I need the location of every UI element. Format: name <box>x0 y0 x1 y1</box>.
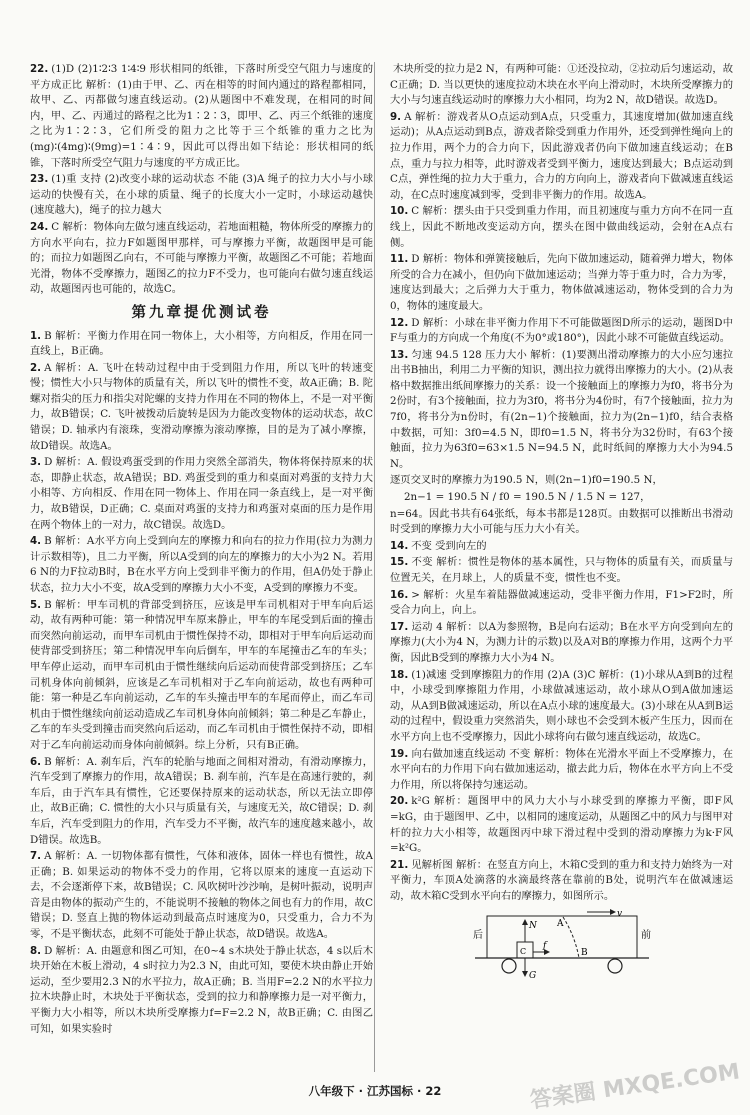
item-number: 18. <box>390 668 409 681</box>
item-number: 8. <box>30 944 42 957</box>
answer-item <box>30 361 373 455</box>
answer-item <box>30 849 373 943</box>
answer-item <box>390 252 733 314</box>
answer-item <box>390 473 733 489</box>
item-text: n=64。因此书共有64张纸，每本书都是128页。由数据可以推断出书滑动时受到的摩擦力大小可能与压力大小有关。 <box>390 507 733 536</box>
label-normal: N <box>528 921 537 932</box>
label-velocity: v <box>616 909 622 920</box>
item-text: 向右做加速直线运动 不变 解析：物体在光滑水平面上不受摩擦力，在水平向右的力作用下向右做加速运动，撤去此力后，物体在水平方向上不受力作用，所以将保持匀速运动。 <box>390 747 733 791</box>
right-column <box>390 62 733 986</box>
item-text: C 解析：摆头由于只受到重力作用，而且初速度与重力方向不在同一直线上，因此不断地改变运动方向，摆头在图中做曲线运动，会射在A点右侧。 <box>390 205 733 249</box>
item-text: B 解析：A水平方向上受到向左的摩擦力和向右的拉力作用(拉力为测力计示数相等)，且二力平衡，所以A受到的向左的摩擦力的大小为2 N。若用6 N的力F拉动B时，B在水平方向上受到非平衡力的作用，但A仍处于静止状态，拉力大小不变，故A受到的摩擦力大小不变，A受到的摩擦力不变。 <box>30 535 373 594</box>
item-text: 逐页交叉时的摩擦力为190.5 N，则(2n−1)f0=190.5 N， <box>390 474 663 487</box>
answer-item <box>30 62 373 171</box>
equation-text: 2n−1 = 190.5 N / f0 = 190.5 N / 1.5 N = 127， <box>404 491 651 504</box>
answer-item <box>30 598 373 754</box>
item-number: 22. <box>30 63 49 75</box>
item-text: C 解析：物体向左做匀速直线运动，若地面粗糙，物体所受的摩擦力的方向水平向右，拉力F如题图甲那样，可与摩擦力平衡，故题图甲是可能的；而拉力如题图乙向右，不可能与摩擦力平衡，故题图乙不可能；若地面光滑，物体不受摩擦力，题图乙的拉力F不受力，也可能向右做匀速直线运动，故题图丙也可能的，故选C。 <box>30 220 373 296</box>
equation <box>390 490 733 506</box>
item-text: 匀速 94.5 128 压力大小 解析：(1)要测出滑动摩擦力的大小应匀速拉出书B抽出，利用二力平衡的知识，测出拉力就得出摩擦力的大小。(2)从表格中数据推出纸间摩擦力的关系：设一个接触面上的摩擦力为f0，将书分为2份时，有3个接触面，拉力为3f0，将书分为4份时，有7个接触面，拉力为7f0，将书分为n份时，有(2n−1)个接触面，拉力为(2n−1)f0，结合表格中数据，可知：3f0=4.5 N，即f0=1.5 N，将书分为32份时，有63个接触面，拉力为63f0=63×1.5 N=94.5 N，此时纸间的摩擦力大小为94.5 N。 <box>390 348 733 470</box>
answer-item <box>390 858 733 905</box>
item-text: D 解析：A. 由题意和图乙可知，在0~4 s木块处于静止状态，4 s以后木块开始在木板上滑动，4 s时拉力为2.3 N，由此可知，要使木块由静止开始运动，至少要用2.3 N的水平拉力，故A正确；B. 当用F=2.2 N的水平拉力拉木块静止时，木块处于平衡状态，受到的拉力和静摩擦力是一对平衡力，平衡力大小相等，所以木块所受摩擦力f=F=2.2 N，故B正确；C. 由图乙可知，如果实验时 <box>30 944 373 1035</box>
truck-force-diagram <box>390 908 733 986</box>
item-text: 见解析图 解析：在竖直方向上，木箱C受到的重力和支持力始终为一对平衡力，车顶A处滴落的水滴最终落在靠前的B处，说明汽车在做减速运动，故木箱C受到水平向右的摩擦力，如图所示。 <box>390 858 733 902</box>
label-rear: 后 <box>472 930 483 942</box>
item-number: 17. <box>390 620 409 633</box>
item-number: 20. <box>390 795 409 808</box>
answer-item <box>390 588 733 619</box>
answer-item <box>390 794 733 856</box>
item-number: 21. <box>390 858 409 871</box>
item-number: 1. <box>30 329 42 342</box>
item-number: 12. <box>390 316 409 329</box>
answer-item <box>390 555 733 586</box>
answer-item <box>30 455 373 533</box>
label-point-c: C <box>519 947 526 957</box>
answer-item <box>390 620 733 667</box>
item-text: D 解析：A. 假设鸡蛋受到的作用力突然全部消失，物体将保持原来的状态，即静止状态，故A错误；BD. 鸡蛋受到的重力和桌面对鸡蛋的支持力大小相等、方向相反、作用在同一物体上、作用在同一条直线上，是一对平衡力，故B错误，D正确；C. 桌面对鸡蛋的支持力和鸡蛋对桌面的压力是作用在两个物体上的一对力，故C错误。故选D。 <box>30 456 373 531</box>
item-text: A 解析：A. 飞叶在转动过程中由于受到阻力作用，所以飞叶的转速变慢；惯性大小只与物体的质量有关，所以飞叶的惯性不变，故A正确；B. 陀螺对指尖的压力和指尖对陀螺的支持力作用在不同的物体上，不是一对平衡力，故B错误；C. 飞叶被拨动后旋转是因为力能改变物体的运动状态，故C错误；D. 轴承内有滚珠，变滑动摩擦为滚动摩擦，目的是为了减小摩擦，故D错误。故选A。 <box>30 361 373 452</box>
item-text: B 解析：平衡力作用在同一物体上，大小相等，方向相反，作用在同一直线上，B正确。 <box>30 329 373 358</box>
answer-item <box>30 755 373 849</box>
item-number: 23. <box>30 173 49 186</box>
item-text: A 解析：A. 一切物体都有惯性，气体和液体，固体一样也有惯性，故A正确；B. 如果运动的物体不受力的作用，它将以原来的速度一直运动下去，不会逐渐停下来，故B错误；C. 风吹树叶沙沙响，是树叶振动，说明声音是由物体的振动产生的，不能说明不接触的物体之间也有力的作用，故C错误；D. 竖直上抛的物体运动到最高点时速度为0，只受重力，合力不为零，不是平衡状态，此刻不可能处于静止状态，故D错误。故选A。 <box>30 850 373 941</box>
front-wheel <box>608 959 622 973</box>
item-number: 24. <box>30 220 49 233</box>
left-column <box>30 62 373 1038</box>
item-number: 16. <box>390 588 409 601</box>
item-number: 6. <box>30 755 42 768</box>
item-text: D 解析：物体和弹簧接触后，先向下做加速运动，随着弹力增大，物体所受的合力在减小，但仍向下做加速运动；当弹力等于重力时，合力为零，速度达到最大；之后弹力大于重力，物体做减速运动，物体受到的合力为0，物体的速度最大。 <box>390 253 733 312</box>
item-number: 7. <box>30 850 42 863</box>
force-diagram-svg <box>467 908 657 980</box>
item-text: A 解析：游戏者从O点运动到A点，只受重力，其速度增加(做加速直线运动)；从A点运动到B点，游戏者除受到重力作用外，还受到弹性绳向上的拉力作用，两个力的合力向下，因此游戏者仍向下做加速直线运动；在B点，重力与拉力相等，此时游戏者受到平衡力，速度达到最大；B点运动到C点，弹性绳的拉力大于重力，合力的方向向上，游戏者向下做减速直线运动，在C点时速度减到零，受到非平衡力的作用。故选A。 <box>390 110 733 201</box>
item-number: 4. <box>30 535 42 548</box>
item-text: (1)减速 受到摩擦阻力的作用 (2)A (3)C 解析：(1)小球从A到B的过程中，小球受到摩擦阻力作用，小球做减速运动，故小球从O到A做加速运动，从A到B做减速运动，所以在A点小球的速度最大。(3)小球在从A到B运动的过程中，假设重力突然消失，则小球也不会受到木板产生压力，因而在水平方向上也不受摩擦力，因此小球将向右做匀速直线运动，故选C。 <box>390 668 733 743</box>
answer-item <box>390 668 733 746</box>
item-text: B 解析：A. 刹车后，汽车的轮胎与地面之间相对滑动，有滑动摩擦力，汽车受到了摩擦力的作用，故A错误；B. 刹车前，汽车是在高速行驶的，刹车后，由于汽车具有惯性，它还要保持原来的运动状态，所以无法立即停止，故B正确；C. 惯性的大小只与质量有关，与速度无关，故C错误；D. 刹车后，汽车受到阻力的作用，汽车受力不平衡，故汽车的速度越来越小，故D错误。故选B。 <box>30 755 373 846</box>
chapter-title: 第九章提优测试卷 <box>131 304 272 321</box>
item-text: (1)D (2)1∶2∶3 1∶4∶9 形状相同的纸锥，下落时所受空气阻力与速度的平方成正比 解析：(1)由于甲、乙、丙在相等的时间内通过的路程都相同，故甲、乙、丙都做匀速直线运动。(2)从题图中不难发现，在相同的时间内，甲、乙、丙通过的路程之比为1∶2∶3，即甲、乙、丙三个纸锥的速度之比为1∶2∶3，它们所受的阻力之比等于三个纸锥的重力之比为(mg)∶(4mg)∶(9mg)=1∶4∶9，因此可以得出如下结论：形状相同的纸锥，下落时所受空气阻力与速度的平方成正比。 <box>30 63 373 169</box>
answer-item <box>390 747 733 794</box>
item-number: 9. <box>390 110 402 123</box>
answer-item <box>390 507 733 538</box>
rear-wheel <box>502 959 516 973</box>
page-footer: 八年级下 · 江苏国标 · 22 <box>308 1084 442 1098</box>
column-divider <box>374 62 375 1072</box>
answer-item <box>30 944 373 1038</box>
item-number: 14. <box>390 539 409 552</box>
item-number: 11. <box>390 253 409 266</box>
item-text: B 解析：甲车司机的背部受到挤压，应该是甲车司机相对于甲车向后运动，故有两种可能：第一种情况甲车原来静止，甲车的车尾受到后面的撞击而突然向前运动，而甲车司机由于惯性保持不动，即相对于甲车向后运动而使背部受到挤压；第二种情况甲车向后倒车，甲车的车尾撞击乙车的车头；甲车停止运动，而甲车司机由于惯性继续向后运动而使背部受到挤压；乙车司机身体向前倾斜，应该是乙车司机相对于乙车向前运动，故也有两种可能：第一种是乙车向前运动，乙车的车头撞击甲车的车尾而停止，而乙车司机由于惯性继续向前运动造成乙车司机身体向前倾斜；第二种是乙车静止，乙车的车头受到撞击而突然向后运动，而乙车司机由于惯性保持不动，即相对于乙车向前运动而身体向前倾斜。综上分析，只有B正确。 <box>30 598 373 751</box>
item-text: (1)重 支持 (2)改变小球的运动状态 不能 (3)A 绳子的拉力大小与小球运动的快慢有关，在小球的质量、绳子的长度大小一定时，小球运动越快(速度越大)，绳子的拉力越大 <box>30 173 373 217</box>
answer-item <box>390 539 733 555</box>
answer-item <box>30 220 373 298</box>
label-friction: f <box>542 941 546 952</box>
item-text: 木块所受的拉力是2 N，有两种可能：①还没拉动，②拉动后匀速运动，故C正确；D. 当以更快的速度拉动木块在水平向上滑动时，木块所受摩擦力的大小与匀速直线运动时的摩擦力大小相同，均为2 N，故D错误。故选D。 <box>390 63 733 107</box>
watermark: 答案圈 MXQE.COM <box>528 1059 741 1114</box>
item-text: > 解析：火星车着陆器做减速运动，受非平衡力作用，F1>F2时，所受合力向上，向上。 <box>390 588 733 617</box>
item-text: 运动 4 解析：以A为参照物，B是向右运动；B在水平方向受到向左的摩擦力(大小为4 N，为测力计的示数)以及A对B的摩擦力作用，这两个力平衡，因此B受到的摩擦力大小为4 N。 <box>390 620 733 664</box>
item-text: D 解析：小球在非平衡力作用下不可能做题图D所示的运动，题图D中F与重力的方向成一个角度(不为0°或180°)，因此小球不可能做直线运动。 <box>390 316 733 345</box>
answer-item <box>390 204 733 251</box>
item-number: 10. <box>390 205 409 218</box>
item-text: k²G 解析：题图甲中的风力大小与小球受到的摩擦力平衡，即F风=kG，由于题图甲、乙中，以相同的速度运动，从题图乙中的风力与图甲对杆的拉力大小相等，故题图丙中球下滑过程中受到的滑动摩擦力为k·F风=k²G。 <box>390 795 733 855</box>
label-gravity: G <box>528 971 536 981</box>
answer-item <box>30 329 373 360</box>
item-text: 不变 解析：惯性是物体的基本属性，只与物体的质量有关，而质量与位置无关，在月球上，人的质量不变，惯性也不变。 <box>390 556 733 584</box>
label-front: 前 <box>640 930 651 942</box>
item-number: 19. <box>390 747 409 760</box>
item-number: 2. <box>30 361 42 374</box>
item-number: 15. <box>390 556 409 569</box>
answer-item <box>390 348 733 473</box>
answer-item <box>390 110 733 204</box>
label-point-b: B <box>580 948 588 959</box>
answer-item <box>30 172 373 219</box>
item-number: 13. <box>390 348 409 361</box>
answer-item <box>390 62 733 109</box>
answer-item <box>390 316 733 347</box>
item-number: 3. <box>30 456 42 469</box>
item-number: 5. <box>30 598 42 611</box>
answer-item <box>30 534 373 596</box>
item-text: 不变 受到向左的 <box>411 539 487 552</box>
label-point-a: A <box>556 919 563 930</box>
